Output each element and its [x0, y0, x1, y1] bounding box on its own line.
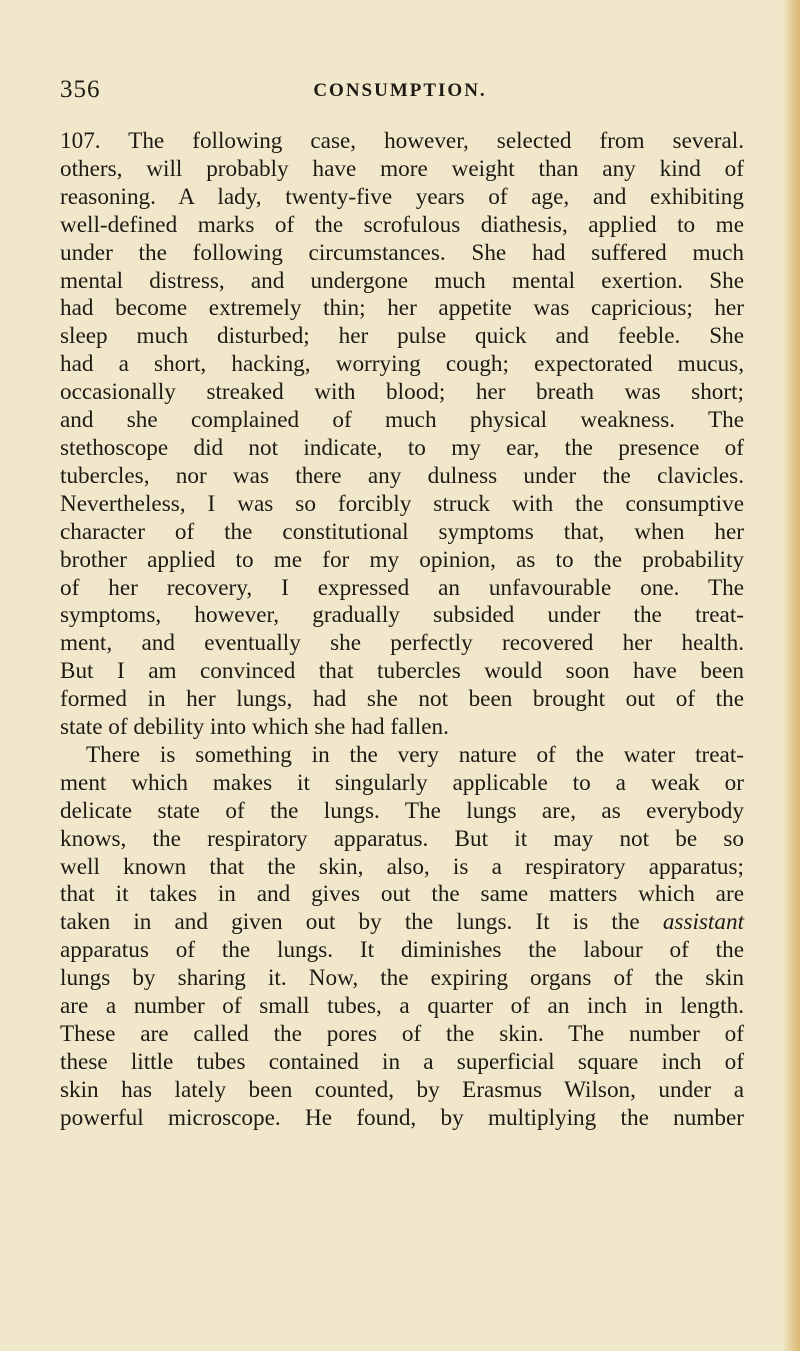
text-line: There is something in the very nature of the water treat-	[86, 741, 744, 768]
italic-word: assistant	[662, 909, 745, 936]
text-line: are a number of small tubes, a quarter of an inch in length.	[60, 993, 744, 1020]
text-line: knows, the respiratory apparatus. But it may not be so	[60, 825, 744, 852]
text-line: brother applied to me for my opinion, as to the probability	[60, 546, 744, 573]
text-line: skin has lately been counted, by Erasmus Wilson, under a	[60, 1076, 744, 1103]
text-line: tubercles, nor was there any dulness under the clavicles.	[60, 462, 744, 489]
text-line: had become extremely thin; her appetite was capricious; her	[60, 295, 744, 322]
text-line: stethoscope did not indicate, to my ear, the presence of	[60, 434, 744, 461]
text-line: others, will probably have more weight than any kind of	[60, 155, 744, 182]
text-line: well-defined marks of the scrofulous diathesis, applied to me	[60, 211, 744, 238]
text-line: under the following circumstances. She had suffered much	[60, 239, 744, 266]
body-text	[60, 128, 744, 1133]
text-line: ment, and eventually she perfectly recovered her health.	[60, 630, 744, 657]
page-header	[60, 76, 740, 112]
text-segment: taken in and given out by the lungs. It is the	[60, 909, 640, 936]
text-line: state of debility into which she had fallen.	[60, 714, 449, 741]
page-edge-shadow	[782, 0, 800, 1351]
text-line: of her recovery, I expressed an unfavourable one. The	[60, 574, 744, 601]
text-line: that it takes in and gives out the same matters which are	[60, 881, 744, 908]
text-line: reasoning. A lady, twenty-five years of age, and exhibiting	[60, 183, 744, 210]
text-line: formed in her lungs, had she not been brought out of the	[60, 686, 744, 713]
running-head: CONSUMPTION.	[313, 80, 487, 101]
text-line: had a short, hacking, worrying cough; expectorated mucus,	[60, 351, 744, 378]
text-line: powerful microscope. He found, by multiplying the number	[60, 1104, 744, 1131]
text-line-with-italic	[60, 909, 744, 937]
text-line: mental distress, and undergone much mental exertion. She	[60, 267, 744, 294]
paragraph-water-treatment	[60, 742, 744, 1133]
text-line: occasionally streaked with blood; her breath was short;	[60, 379, 744, 406]
text-line: symptoms, however, gradually subsided under the treat-	[60, 602, 744, 629]
page-number: 356	[60, 76, 101, 103]
text-line: and she complained of much physical weakness. The	[60, 407, 744, 434]
text-line: But I am convinced that tubercles would soon have been	[60, 658, 744, 685]
paragraph-case-107	[60, 128, 744, 742]
text-line: lungs by sharing it. Now, the expiring organs of the skin	[60, 965, 744, 992]
text-line: ment which makes it singularly applicable to a weak or	[60, 769, 744, 796]
text-line: character of the constitutional symptoms that, when her	[60, 518, 744, 545]
text-line: well known that the skin, also, is a respiratory apparatus;	[60, 853, 744, 880]
text-line: apparatus of the lungs. It diminishes the labour of the	[60, 937, 744, 964]
text-line: 107. The following case, however, selected from several.	[60, 128, 744, 154]
text-line: these little tubes contained in a superficial square inch of	[60, 1048, 744, 1075]
text-line: sleep much disturbed; her pulse quick and feeble. She	[60, 323, 744, 350]
text-line: These are called the pores of the skin. The number of	[60, 1021, 744, 1047]
text-line: delicate state of the lungs. The lungs are, as everybody	[60, 797, 744, 824]
text-line: Nevertheless, I was so forcibly struck with the consumptive	[60, 490, 744, 517]
